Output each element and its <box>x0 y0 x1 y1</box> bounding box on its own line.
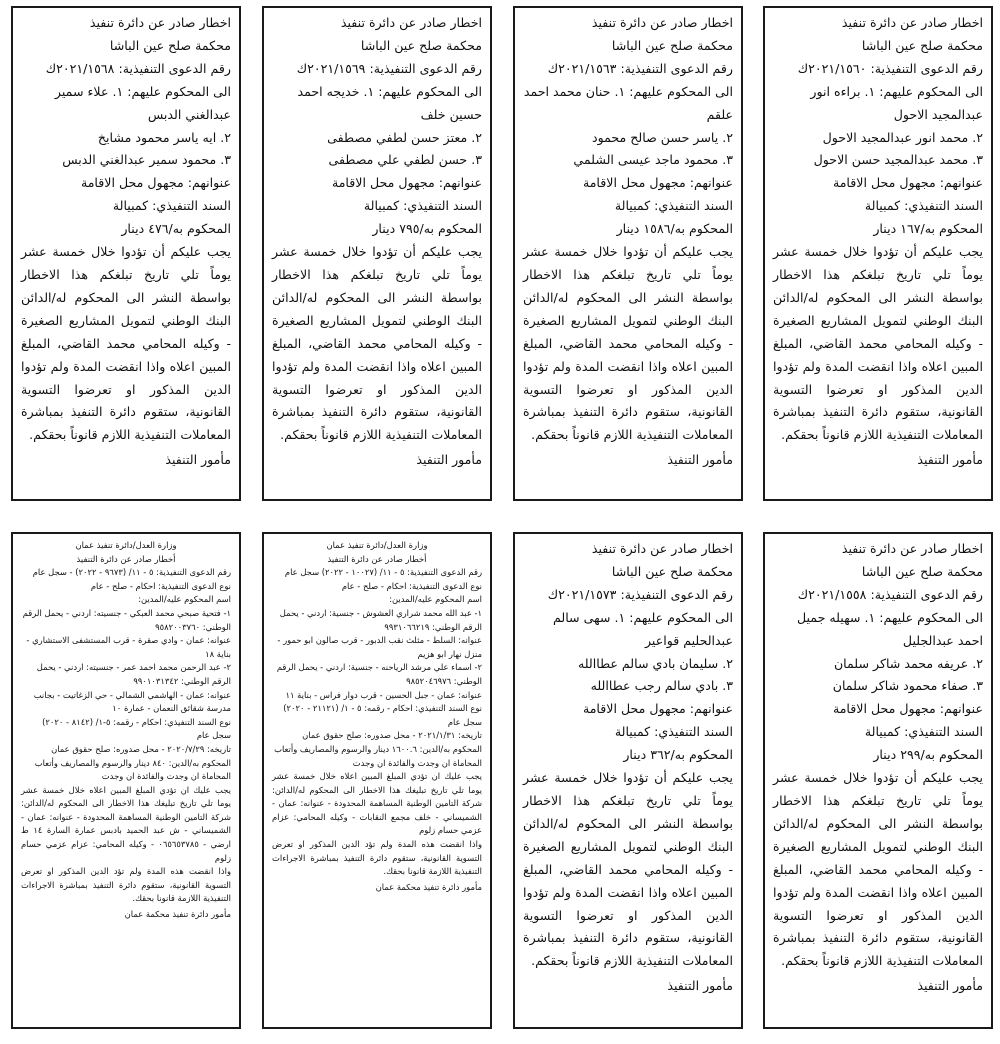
signature: مأمور التنفيذ <box>165 452 231 468</box>
executive-instrument: السند التنفيذي: كمبيالة <box>614 724 733 740</box>
notice-body: يجب عليكم أن تؤدوا خلال خمسة عشر يوماً تلي تاريخ تبلغكم هذا الاخطار بواسطة النشر الى المحكوم له/الدائن البنك الوطني لتمويل المشاريع الصغيرة - وكيله المحامي محمد القاضي، المبلغ المبين اعلاه واذا انقضت المدة ولم تؤدوا الدين المذكور او تعرضوا التسوية القانونية، ستقوم دائرة التنفيذ بمباشرة المعاملات التنفيذية اللازم قانوناً بحقكم. <box>272 244 482 443</box>
notice-bottom-1 <box>763 532 993 1029</box>
instrument-date-court: تاريخه: ٢٠٢١/١/٣١ - محل صدوره: صلح حقوق عمان <box>302 730 482 741</box>
notice-bottom-2 <box>513 532 743 1029</box>
notice-title-2: محكمة صلح عين الباشا <box>861 563 983 579</box>
notice-body: يجب عليك ان تؤدي المبلغ المبين اعلاه خلال خمسة عشر يوما تلي تاريخ تبليغك هذا الاخطار الى المحكوم له/الدائن: شركة التامين الوطنية المساهمة المحدودة - عنوانه: عمان - الشميساني - ش عبد الحميد بادبس عمارة السارة ١٤ ط ارضي - ٠٦٥٦٥٣٧٨٥ - وكيله المحامي: عزام عزمي حسام زلوم <box>21 784 231 863</box>
defendant-2: ٢. ياسر حسن صالح محمود <box>592 129 733 145</box>
defendants-address: عنوانهم: مجهول محل الاقامة <box>582 701 733 717</box>
executive-instrument: السند التنفيذي: كمبيالة <box>614 198 733 214</box>
judgment-amount: المحكوم به/٧٩٥ دينار <box>372 221 482 237</box>
judgment-amount: المحكوم به/١٦٧ دينار <box>873 221 983 237</box>
defendant-3: ٣. محمود سمير عبدالغني الدبس <box>62 152 231 168</box>
case-type: نوع الدعوى التنفيذية: احكام - صلح - عام <box>90 580 231 591</box>
notice-body: يجب عليك ان تؤدي المبلغ المبين اعلاه خلال خمسة عشر يوما تلي تاريخ تبليغك هذا الاخطار الى المحكوم له/الدائن: شركة التامين الوطنية المساهمة المحدودة - عنوانه: عمان - الشميساني - خلف مجمع النقابات - وكيله المحامي: عزام عزمي حسام زلوم <box>272 771 482 836</box>
debtor-1: ١- عبد الله محمد شراري العشوش - جنسية: اردني - يحمل الرقم الوطني: ٩٩٣١٠٦٦٢١٩ <box>279 607 482 632</box>
notice-title-1: اخطار صادر عن دائرة تنفيذ <box>841 541 983 556</box>
defendant-3: ٣. بادي سالم رجب عطاالله <box>590 678 733 694</box>
signature: مأمور التنفيذ <box>667 452 733 468</box>
instrument-date-court: تاريخه: ٢٠٢٠/٧/٢٩ - محل صدوره: صلح حقوق عمان <box>51 743 231 754</box>
defendants-line: الى المحكوم عليهم: ١. سهى سالم عبدالحليم قواعير <box>552 609 733 648</box>
notice-warning: واذا انقضت هذه المدة ولم تؤد الدين المذكور او تعرض التسوية القانونية، ستقوم دائرة التنفيذ بمباشرة الاجراءات التنفيذية اللازمة قانونا بحقك. <box>272 839 482 877</box>
signature: مأمور التنفيذ <box>917 452 983 468</box>
executive-instrument: السند التنفيذي: كمبيالة <box>864 198 983 214</box>
debtor-1: ١- فتحية صبحي محمد العبكي - جنسيته: اردني - يحمل الرقم الوطني: ٩٥٨٢٠٠٣٧٦٠ <box>22 607 231 632</box>
notice-header: أخطار صادر عن دائرة التنفيذ <box>327 553 427 564</box>
defendant-3: ٣. محمود ماجد عيسى الشلمي <box>573 152 733 168</box>
notice-warning: واذا انقضت هذه المدة ولم تؤد الدين المذكور او تعرض التسوية القانونية، ستقوم دائرة التنفيذ بمباشرة الاجراءات التنفيذية اللازمة قانونا بحقك. <box>21 866 231 904</box>
case-number: رقم الدعوى التنفيذية: ٢٠٢١/١٥٧٣ك <box>547 586 733 602</box>
defendants-line: الى المحكوم عليهم: ١. حنان محمد احمد علقم <box>523 83 733 122</box>
defendant-2: ٢. معتز حسن لطفي مصطفى <box>327 129 482 145</box>
executive-instrument: السند التنفيذي: كمبيالة <box>363 198 482 214</box>
notice-title-2: محكمة صلح عين الباشا <box>861 37 983 53</box>
executive-instrument: السند التنفيذي: كمبيالة <box>864 724 983 740</box>
notice-title-1: اخطار صادر عن دائرة تنفيذ <box>591 15 733 30</box>
debtor-1-address: عنوانه: السلط - مثلث نقب الدبور - قرب صالون ابو حمور - منزل نهار ابو هزيم <box>277 635 482 659</box>
notice-title-1: اخطار صادر عن دائرة تنفيذ <box>591 541 733 556</box>
case-number: رقم الدعوى التنفيذية: ٥ - ١١/ (٩٦٧٣ - ٢٠٢٢) - سجل عام <box>32 567 231 578</box>
executive-instrument: نوع السند التنفيذي: احكام - رقمه: ٥ - ١/ (٢١١٢١ - ٢٠٢٠) سجل عام <box>283 703 482 727</box>
debtor-label: اسم المحكوم عليه/المدين: <box>138 594 231 605</box>
case-type: نوع الدعوى التنفيذية: احكام - صلح - عام <box>341 580 482 591</box>
notice-title-2: محكمة صلح عين الباشا <box>360 37 482 53</box>
notice-top-4 <box>11 6 241 501</box>
debtor-2: ٢- عبد الرحمن محمد احمد عمر - جنسيته: اردني - يحمل الرقم الوطني: ٩٩٠١٠٣١٣٤٢ <box>36 662 231 686</box>
judgment-amount: المحكوم به/الدين: ٨٤٠ دينار والرسوم والمصاريف وأتعاب المحاماة ان وجدت والفائدة ان وجدت <box>34 757 231 782</box>
judgment-amount: المحكوم به/١٥٨٦ دينار <box>616 221 733 237</box>
case-number: رقم الدعوى التنفيذية: ٢٠٢١/١٥٦٠ك <box>797 60 983 76</box>
defendants-line: الى المحكوم عليهم: ١. سهيله جميل احمد عبدالجليل <box>796 609 983 648</box>
defendant-2: ٢. سليمان بادي سالم عطاالله <box>577 655 733 671</box>
defendants-line: الى المحكوم عليهم: ١. خديجه احمد حسين خلف <box>297 83 482 122</box>
amman-notice-1 <box>262 532 492 1029</box>
notice-top-1 <box>763 6 993 501</box>
defendants-line: الى المحكوم عليهم: ١. براءه انور عبدالمجيد الاحول <box>810 83 983 122</box>
notice-title-2: محكمة صلح عين الباشا <box>611 563 733 579</box>
case-number: رقم الدعوى التنفيذية: ٢٠٢١/١٥٦٣ك <box>547 60 733 76</box>
notice-top-2 <box>513 6 743 501</box>
defendant-3: ٣. محمد عبدالمجيد حسن الاحول <box>813 152 983 168</box>
amman-notice-2 <box>11 532 241 1029</box>
notice-top-3 <box>262 6 492 501</box>
judgment-amount: المحكوم به/الدين: ١٦٠٠.٦ دينار والرسوم والمصاريف وأتعاب المحاماة ان وجدت والفائدة ان وجدت <box>274 743 482 768</box>
case-number: رقم الدعوى التنفيذية: ٢٠٢١/١٥٥٨ك <box>797 586 983 602</box>
defendant-3: ٣. صفاء محمود شاكر سلمان <box>832 678 983 694</box>
notice-body: يجب عليكم أن تؤدوا خلال خمسة عشر يوماً تلي تاريخ تبلغكم هذا الاخطار بواسطة النشر الى المحكوم له/الدائن البنك الوطني لتمويل المشاريع الصغيرة - وكيله المحامي محمد القاضي، المبلغ المبين اعلاه واذا انقضت المدة ولم تؤدوا الدين المذكور او تعرضوا التسوية القانونية، ستقوم دائرة التنفيذ بمباشرة المعاملات التنفيذية اللازم قانوناً بحقكم. <box>773 244 983 443</box>
notice-body: يجب عليكم أن تؤدوا خلال خمسة عشر يوماً تلي تاريخ تبلغكم هذا الاخطار بواسطة النشر الى المحكوم له/الدائن البنك الوطني لتمويل المشاريع الصغيرة - وكيله المحامي محمد القاضي، المبلغ المبين اعلاه واذا انقضت المدة ولم تؤدوا الدين المذكور او تعرضوا التسوية القانونية، ستقوم دائرة التنفيذ بمباشرة المعاملات التنفيذية اللازم قانوناً بحقكم. <box>773 770 983 969</box>
defendant-2: ٢. ايه ياسر محمود مشايخ <box>97 129 231 145</box>
notice-title-2: محكمة صلح عين الباشا <box>611 37 733 53</box>
defendants-line: الى المحكوم عليهم: ١. علاء سمير عبدالغني الدبس <box>54 83 231 122</box>
signature: مأمور دائرة تنفيذ محكمة عمان <box>124 909 231 920</box>
defendant-3: ٣. حسن لطفي علي مصطفى <box>328 152 482 168</box>
ministry-header: وزارة العدل/دائرة تنفيذ عمان <box>326 540 428 550</box>
notice-title-1: اخطار صادر عن دائرة تنفيذ <box>340 15 482 30</box>
notice-header: أخطار صادر عن دائرة التنفيذ <box>76 553 176 564</box>
notice-title-2: محكمة صلح عين الباشا <box>109 37 231 53</box>
debtor-2-address: عنوانه: عمان - جبل الحسين - قرب دوار فراس - بناية ١١ <box>285 689 482 700</box>
notice-body: يجب عليكم أن تؤدوا خلال خمسة عشر يوماً تلي تاريخ تبلغكم هذا الاخطار بواسطة النشر الى المحكوم له/الدائن البنك الوطني لتمويل المشاريع الصغيرة - وكيله المحامي محمد القاضي، المبلغ المبين اعلاه واذا انقضت المدة ولم تؤدوا الدين المذكور او تعرضوا التسوية القانونية، ستقوم دائرة التنفيذ بمباشرة المعاملات التنفيذية اللازم قانوناً بحقكم. <box>21 244 231 443</box>
judgment-amount: المحكوم به/٤٧٦ دينار <box>121 221 231 237</box>
debtor-2: ٢- اسماء علي مرشد الرياحنه - جنسية: اردني - يحمل الرقم الوطني: ٩٨٥٢٠٤٦٩٧٦ <box>276 662 482 686</box>
judgment-amount: المحكوم به/٢٩٩ دينار <box>873 747 983 763</box>
defendants-address: عنوانهم: مجهول محل الاقامة <box>80 175 231 191</box>
signature: مأمور دائرة تنفيذ محكمة عمان <box>375 881 482 892</box>
debtor-label: اسم المحكوم عليه/المدين: <box>389 594 482 605</box>
debtor-1-address: عنوانه: عمان - وادي صقرة - قرب المستشفى الاستشاري - بناية ١٨ <box>26 635 231 659</box>
defendants-address: عنوانهم: مجهول محل الاقامة <box>832 701 983 717</box>
case-number: رقم الدعوى التنفيذية: ٢٠٢١/١٥٦٨ك <box>45 60 231 76</box>
signature: مأمور التنفيذ <box>667 978 733 994</box>
signature: مأمور التنفيذ <box>416 452 482 468</box>
notice-body: يجب عليكم أن تؤدوا خلال خمسة عشر يوماً تلي تاريخ تبلغكم هذا الاخطار بواسطة النشر الى المحكوم له/الدائن البنك الوطني لتمويل المشاريع الصغيرة - وكيله المحامي محمد القاضي، المبلغ المبين اعلاه واذا انقضت المدة ولم تؤدوا الدين المذكور او تعرضوا التسوية القانونية، ستقوم دائرة التنفيذ بمباشرة المعاملات التنفيذية اللازم قانوناً بحقكم. <box>523 244 733 443</box>
defendant-2: ٢. عريفه محمد شاكر سلمان <box>833 655 983 671</box>
signature: مأمور التنفيذ <box>917 978 983 994</box>
ministry-header: وزارة العدل/دائرة تنفيذ عمان <box>75 540 177 550</box>
defendants-address: عنوانهم: مجهول محل الاقامة <box>832 175 983 191</box>
judgment-amount: المحكوم به/٣٦٢ دينار <box>623 747 733 763</box>
notice-title-1: اخطار صادر عن دائرة تنفيذ <box>89 15 231 30</box>
notice-title-1: اخطار صادر عن دائرة تنفيذ <box>841 15 983 30</box>
executive-instrument: السند التنفيذي: كمبيالة <box>112 198 231 214</box>
case-number: رقم الدعوى التنفيذية: ٢٠٢١/١٥٦٩ك <box>296 60 482 76</box>
debtor-2-address: عنوانه: عمان - الهاشمي الشمالي - حي الزغاتيت - بجانب مدرسة شقائق النعمان - عمارة ١٠ <box>33 689 231 714</box>
defendants-address: عنوانهم: مجهول محل الاقامة <box>582 175 733 191</box>
executive-instrument: نوع السند التنفيذي: احكام - رقمه: ٥-١/ (٨١٤٢ - ٢٠٢٠) سجل عام <box>42 716 231 741</box>
defendant-2: ٢. محمد انور عبدالمجيد الاحول <box>822 129 983 145</box>
notice-body: يجب عليكم أن تؤدوا خلال خمسة عشر يوماً تلي تاريخ تبلغكم هذا الاخطار بواسطة النشر الى المحكوم له/الدائن البنك الوطني لتمويل المشاريع الصغيرة - وكيله المحامي محمد القاضي، المبلغ المبين اعلاه واذا انقضت المدة ولم تؤدوا الدين المذكور او تعرضوا التسوية القانونية، ستقوم دائرة التنفيذ بمباشرة المعاملات التنفيذية اللازم قانوناً بحقكم. <box>523 770 733 969</box>
defendants-address: عنوانهم: مجهول محل الاقامة <box>331 175 482 191</box>
case-number: رقم الدعوى التنفيذية: ٥ - ١١/ (١٠٠٢٧ - ٢٠٢٢) سجل عام <box>284 567 482 578</box>
